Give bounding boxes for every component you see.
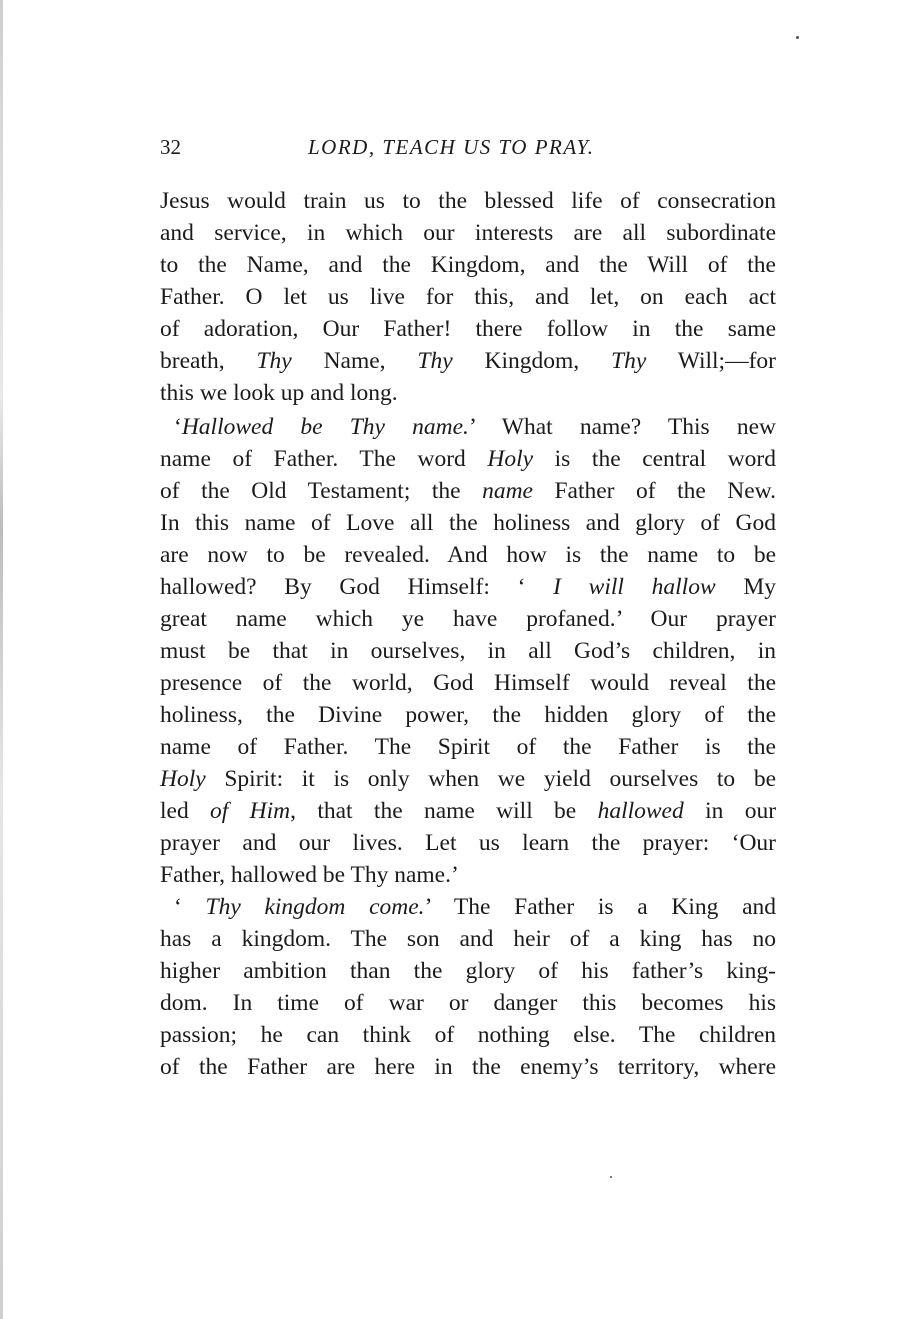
page-edge-shadow xyxy=(0,0,3,1319)
italic-text: name xyxy=(482,478,533,504)
text-line xyxy=(160,667,776,699)
text-line xyxy=(160,827,776,859)
text-run: Name, xyxy=(291,348,418,374)
italic-text: I will hallow xyxy=(553,574,716,600)
text-run: of adoration, Our Father! there follow in the same xyxy=(160,316,776,342)
italic-text: Thy xyxy=(611,348,647,374)
text-run: Kingdom, xyxy=(452,348,612,374)
text-run: are now to be revealed. And how is the name to be xyxy=(160,542,776,568)
italic-text: Thy xyxy=(417,348,453,374)
print-speck xyxy=(610,1176,612,1178)
italic-text: Holy xyxy=(160,766,206,792)
text-run: breath, xyxy=(160,348,257,374)
text-run: in our xyxy=(683,798,777,824)
text-run: name of Father. The word xyxy=(160,446,488,472)
text-run: of the Father are here in the enemy’s territory, where xyxy=(160,1054,776,1080)
text-line xyxy=(160,443,776,475)
text-line xyxy=(160,859,776,891)
text-line xyxy=(160,955,776,987)
text-run: prayer and our lives. Let us learn the prayer: ‘Our xyxy=(160,830,776,856)
text-run: great name which ye have profaned.’ Our prayer xyxy=(160,606,776,632)
text-line xyxy=(160,217,776,249)
text-line xyxy=(160,987,776,1019)
text-run: name of Father. The Spirit of the Father is the xyxy=(160,734,776,760)
italic-text: Hallowed be Thy name. xyxy=(181,414,469,440)
text-run: ‘ xyxy=(174,414,182,440)
text-run: this we look up and long. xyxy=(160,380,398,406)
text-line xyxy=(160,795,776,827)
text-run: has a kingdom. The son and heir of a king has no xyxy=(160,926,776,952)
text-line xyxy=(160,891,776,923)
text-line xyxy=(160,185,776,217)
text-line xyxy=(160,507,776,539)
text-run: Father, hallowed be Thy name.’ xyxy=(160,862,459,888)
italic-text: Thy kingdom come. xyxy=(205,894,425,920)
text-line xyxy=(160,313,776,345)
text-run: In this name of Love all the holiness and glory of God xyxy=(160,510,776,536)
text-run: of the Old Testament; the xyxy=(160,478,483,504)
text-line xyxy=(160,699,776,731)
text-run: led xyxy=(160,798,211,824)
text-line xyxy=(160,635,776,667)
text-run: dom. In time of war or danger this becomes his xyxy=(160,990,776,1016)
text-line xyxy=(160,539,776,571)
italic-text: of Him xyxy=(210,798,291,824)
text-run: presence of the world, God Himself would reveal the xyxy=(160,670,776,696)
text-run: Will;—for xyxy=(646,348,776,374)
text-run: Jesus would train us to the blessed life of consecration xyxy=(160,188,776,214)
text-line xyxy=(160,731,776,763)
text-run: must be that in ourselves, in all God’s children, in xyxy=(160,638,776,664)
text-run: passion; he can think of nothing else. The children xyxy=(160,1022,776,1048)
text-line xyxy=(160,377,776,409)
text-run: ’ What name? This new xyxy=(468,414,776,440)
page-header xyxy=(160,135,776,165)
text-run: is the central word xyxy=(533,446,776,472)
text-line xyxy=(160,475,776,507)
page-number: 32 xyxy=(160,135,181,159)
text-run: holiness, the Divine power, the hidden glory of the xyxy=(160,702,776,728)
text-run: , that the name will be xyxy=(290,798,598,824)
text-line xyxy=(160,345,776,377)
text-run: ’ The Father is a King and xyxy=(424,894,777,920)
text-run: to the Name, and the Kingdom, and the Will of the xyxy=(160,252,776,278)
text-run: higher ambition than the glory of his father’s king- xyxy=(160,958,776,984)
text-run: Father. O let us live for this, and let, on each act xyxy=(160,284,776,310)
text-line xyxy=(160,571,776,603)
text-run: hallowed? By God Himself: ‘ xyxy=(160,574,554,600)
text-run: ‘ xyxy=(174,894,206,920)
text-line xyxy=(160,281,776,313)
text-line xyxy=(160,763,776,795)
text-line xyxy=(160,923,776,955)
text-line xyxy=(160,603,776,635)
italic-text: hallowed xyxy=(597,798,684,824)
italic-text: Thy xyxy=(256,348,292,374)
text-run: Father of the New. xyxy=(532,478,776,504)
print-speck xyxy=(796,36,799,39)
text-line xyxy=(160,411,776,443)
text-line xyxy=(160,1051,776,1083)
italic-text: Holy xyxy=(487,446,534,472)
text-line xyxy=(160,249,776,281)
text-line xyxy=(160,1019,776,1051)
text-run: My xyxy=(715,574,777,600)
text-run: and service, in which our interests are all subordinate xyxy=(160,220,776,246)
running-head: LORD, TEACH US TO PRAY. xyxy=(308,135,595,159)
text-run: Spirit: it is only when we yield ourselves to be xyxy=(205,766,776,792)
